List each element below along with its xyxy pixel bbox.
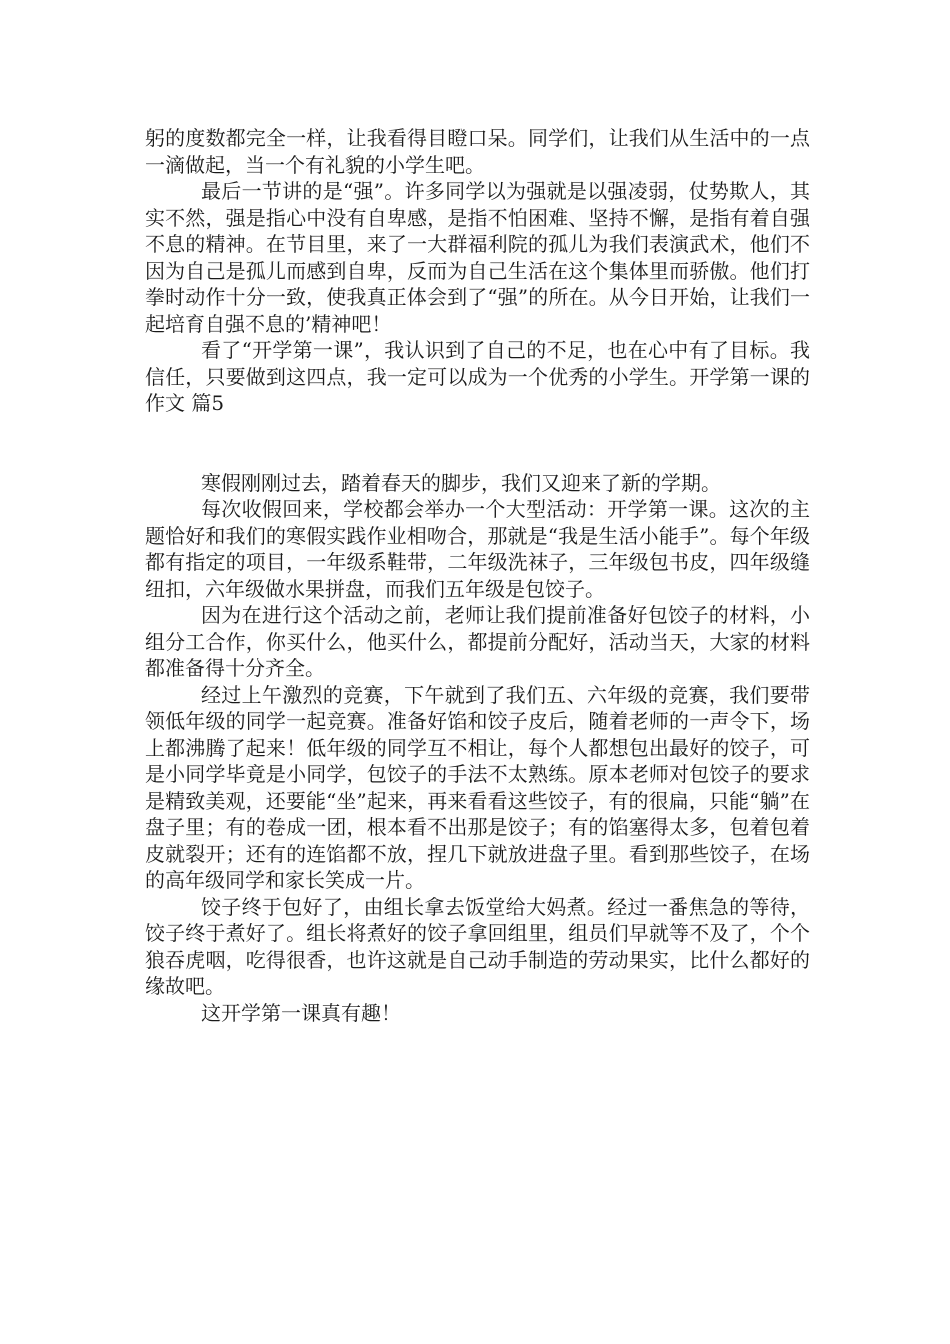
document-page (145, 125, 810, 1026)
paragraph-continued: 躬的度数都完全一样，让我看得目瞪口呆。同学们，让我们从生活中的一点一滴做起，当一个有礼貌的小学生吧。 (145, 126, 810, 177)
paragraph-preparation: 因为在进行这个活动之前，老师让我们提前准备好包饺子的材料，小组分工合作，你买什么，他买什么，都提前分配好，活动当天，大家的材料都准备得十分齐全。 (145, 603, 810, 680)
paragraph-conclusion: 看了“开学第一课”，我认识到了自己的不足，也在心中有了目标。我信任，只要做到这四点，我一定可以成为一个优秀的小学生。开学第一课的作文 篇5 (145, 338, 810, 415)
paragraph-activity: 每次收假回来，学校都会举办一个大型活动：开学第一课。这次的主题恰好和我们的寒假实践作业相吻合，那就是“我是生活小能手”。每个年级都有指定的项目，一年级系鞋带，二年级洗袜子，三年级包书皮，四年级缝纽扣，六年级做水果拼盘，而我们五年级是包饺子。 (145, 497, 810, 601)
paragraph-cooking: 饺子终于包好了，由组长拿去饭堂给大妈煮。经过一番焦急的等待，饺子终于煮好了。组长将煮好的饺子拿回组里，组员们早就等不及了，个个狼吞虎咽，吃得很香，也许这就是自己动手制造的劳动果实，比什么都好的缘故吧。 (145, 894, 810, 998)
paragraph-competition: 经过上午激烈的竞赛，下午就到了我们五、六年级的竞赛，我们要带领低年级的同学一起竞赛。准备好馅和饺子皮后，随着老师的一声令下，场上都沸腾了起来！低年级的同学互不相让，每个人都想包出最好的饺子，可是小同学毕竟是小同学，包饺子的手法不太熟练。原本老师对包饺子的要求是精致美观，还要能“坐”起来，再来看看这些饺子，有的很扁，只能“躺”在盘子里；有的卷成一团，根本看不出那是饺子；有的馅塞得太多，包着包着皮就裂开；还有的连馅都不放，捏几下就放进盘子里。看到那些饺子，在场的高年级同学和家长笑成一片。 (145, 682, 810, 892)
paragraph-intro: 寒假刚刚过去，踏着春天的脚步，我们又迎来了新的学期。 (201, 470, 721, 495)
paragraph-ending: 这开学第一课真有趣！ (201, 1000, 401, 1025)
paragraph-strong: 最后一节讲的是“强”。许多同学以为强就是以强凌弱，仗势欺人，其实不然，强是指心中没有自卑感，是指不怕困难、坚持不懈，是指有着自强不息的精神。在节目里，来了一大群福利院的孤儿为我们表演武术，他们不因为自己是孤儿而感到自卑，反而为自己生活在这个集体里而骄傲。他们打拳时动作十分一致，使我真正体会到了“强”的所在。从今日开始，让我们一起培育自强不息的’精神吧！ (145, 179, 810, 336)
section-gap (145, 417, 810, 470)
